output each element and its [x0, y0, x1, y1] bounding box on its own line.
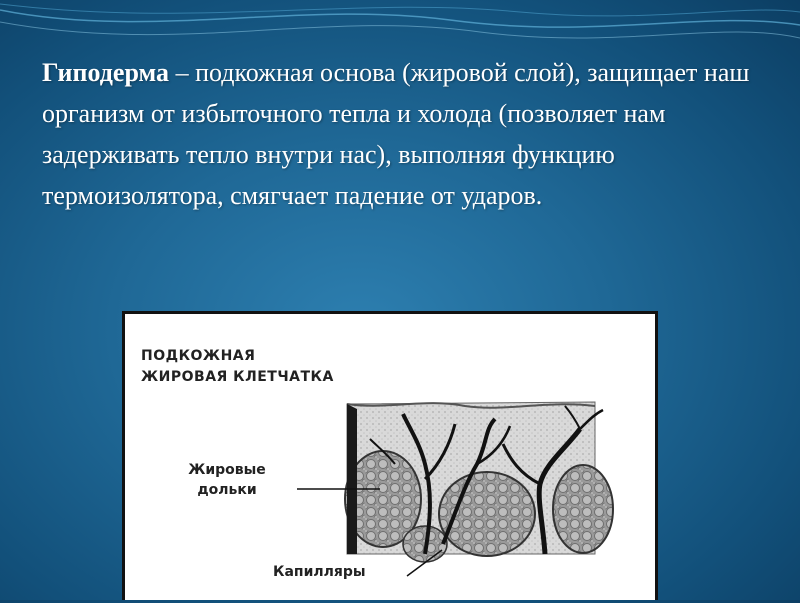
fat-lobules-label-line2: дольки — [197, 482, 257, 498]
heading-term: Гиподерма — [42, 58, 170, 87]
fat-lobules-label-line1: Жировые — [188, 462, 266, 478]
figure-title-line2: ЖИРОВАЯ КЛЕТЧАТКА — [141, 369, 334, 385]
body-text: – подкожная основа (жировой слой), защищает наш организм от избыточного тепла и холода (позволяет нам задерживать тепло внутри нас), выполняя функцию термоизолятора, смягчает падение от ударов. — [42, 58, 750, 210]
figure-title-line1: ПОДКОЖНАЯ — [141, 348, 256, 364]
decorative-waves — [0, 0, 800, 60]
fat-lobules-label — [177, 460, 277, 500]
figure-title — [141, 346, 441, 388]
slide-body — [42, 52, 762, 216]
hypodermis-illustration — [122, 311, 658, 600]
capillaries-label: Капилляры — [273, 564, 366, 580]
